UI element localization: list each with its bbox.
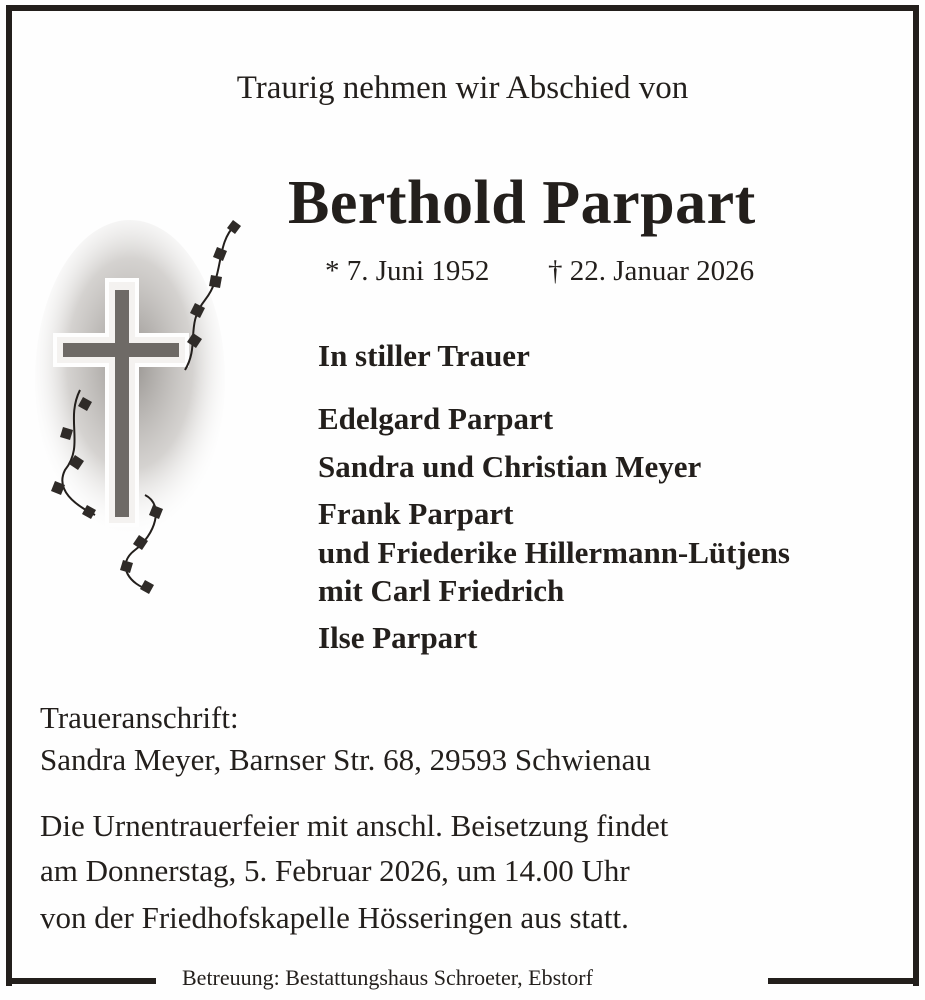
cross-with-ivy-icon [35,205,255,605]
funeral-home-footer: Betreuung: Bestattungshaus Schroeter, Ebstorf [174,965,601,991]
address-label: Traueranschrift: [40,700,239,735]
bottom-rule-left [6,978,156,984]
ceremony-line: am Donnerstag, 5. Februar 2026, um 14.00 Uhr [40,853,630,888]
mourner-line: Ilse Parpart [318,620,478,655]
grief-heading: In stiller Trauer [318,338,530,373]
mourner-line: Edelgard Parpart [318,401,554,436]
deceased-name: Berthold Parpart [288,169,756,237]
birth-date: * 7. Juni 1952 [325,255,490,287]
mourner-line: mit Carl Friedrich [318,573,565,608]
ceremony-line: Die Urnentrauerfeier mit anschl. Beisetzung findet [40,808,669,843]
mourner-line: Frank Parpart [318,496,514,531]
mourner-line: Sandra und Christian Meyer [318,449,702,484]
death-date: † 22. Januar 2026 [548,255,755,287]
ceremony-line: von der Friedhofskapelle Hösseringen aus statt. [40,900,629,935]
address-text: Sandra Meyer, Barnser Str. 68, 29593 Schwienau [40,742,651,777]
mourner-line: und Friederike Hillermann-Lütjens [318,535,790,570]
bottom-rule-right [768,978,919,984]
intro-text: Traurig nehmen wir Abschied von [236,70,689,106]
